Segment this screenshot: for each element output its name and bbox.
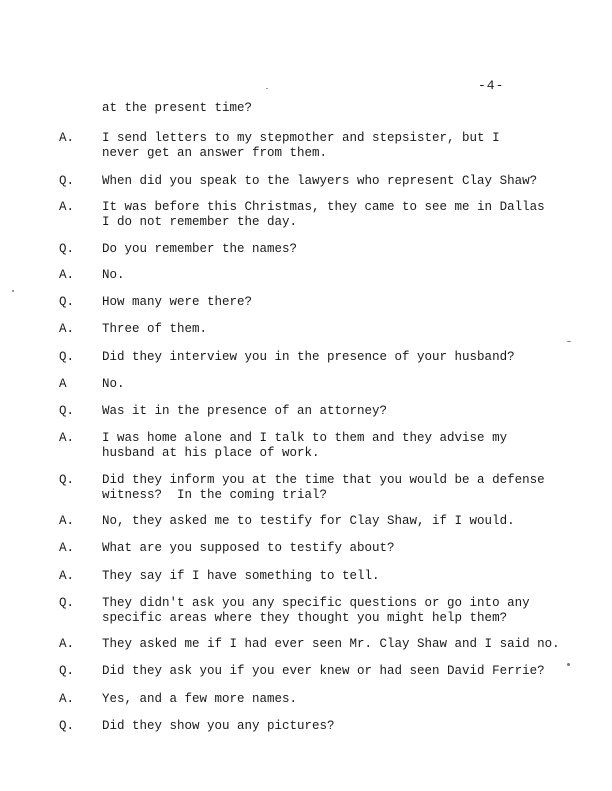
entry-text: No. — [102, 268, 125, 282]
entry-text: No. — [102, 377, 125, 391]
speaker-label: Q. — [59, 473, 75, 487]
speaker-label: A. — [59, 268, 75, 282]
speaker-label: Q. — [59, 664, 75, 678]
entry-text: Did they interview you in the presence of your husband? — [102, 350, 515, 364]
entry-text: Did they inform you at the time that you would be a defense witness? In the coming trial? — [102, 473, 545, 502]
speaker-label: A. — [59, 431, 75, 445]
speaker-label: Q. — [59, 242, 75, 256]
speaker-label: A — [59, 377, 67, 391]
speaker-label: A. — [59, 569, 75, 583]
entry-text: at the present time? — [102, 101, 253, 115]
speaker-label: A. — [59, 200, 75, 214]
speaker-label: A. — [59, 322, 75, 336]
speaker-label: A. — [59, 637, 75, 651]
entry-text: Do you remember the names? — [102, 242, 298, 256]
speaker-label: A. — [59, 541, 75, 555]
entry-text: I was home alone and I talk to them and they advise my husband at his place of work. — [102, 431, 508, 460]
entry-text: Was it in the presence of an attorney? — [102, 404, 388, 418]
speaker-label: A. — [59, 131, 75, 145]
speaker-label: A. — [59, 514, 75, 528]
speaker-label: Q. — [59, 719, 75, 733]
entry-text: They say if I have something to tell. — [102, 569, 380, 583]
entry-text: They asked me if I had ever seen Mr. Clay Shaw and I said no. — [102, 637, 560, 651]
speaker-label: A. — [59, 692, 75, 706]
scan-speck — [12, 290, 14, 292]
speaker-label: Q. — [59, 596, 75, 610]
page-number: -4- — [478, 78, 505, 93]
entry-text: They didn't ask you any specific questions or go into any specific areas where they thought you might help them? — [102, 596, 530, 625]
speaker-label: Q. — [59, 174, 75, 188]
entry-text: Did they show you any pictures? — [102, 719, 335, 733]
scan-speck — [567, 341, 571, 342]
entry-text: When did you speak to the lawyers who represent Clay Shaw? — [102, 174, 538, 188]
scan-speck — [266, 88, 268, 89]
entry-text: No, they asked me to testify for Clay Shaw, if I would. — [102, 514, 515, 528]
scan-speck — [567, 663, 570, 666]
speaker-label: Q. — [59, 350, 75, 364]
entry-text: Yes, and a few more names. — [102, 692, 298, 706]
entry-text: It was before this Christmas, they came to see me in Dallas I do not remember the day. — [102, 200, 545, 229]
entry-text: How many were there? — [102, 295, 253, 309]
entry-text: I send letters to my stepmother and stepsister, but I never get an answer from them. — [102, 131, 500, 160]
speaker-label: Q. — [59, 404, 75, 418]
speaker-label: Q. — [59, 295, 75, 309]
entry-text: Did they ask you if you ever knew or had seen David Ferrie? — [102, 664, 545, 678]
entry-text: Three of them. — [102, 322, 208, 336]
entry-text: What are you supposed to testify about? — [102, 541, 395, 555]
